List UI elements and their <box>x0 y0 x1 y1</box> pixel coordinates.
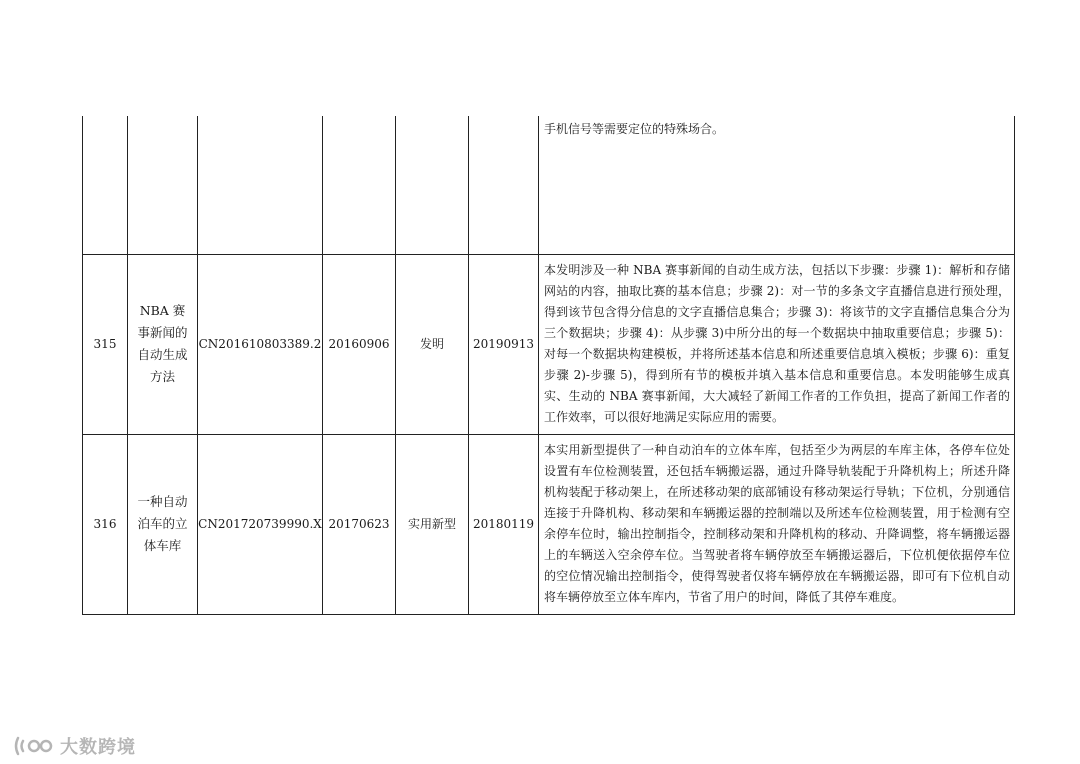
filing-date-cell: 20160906 <box>323 254 396 434</box>
filing-date-cell: 20170623 <box>323 434 396 614</box>
application-number-cell: CN201610803389.2 <box>198 254 323 434</box>
index-cell <box>83 116 128 254</box>
table-row <box>83 434 1015 614</box>
table-row-continued <box>83 116 1015 254</box>
watermark-text: 大数跨境 <box>60 737 136 758</box>
patent-table <box>82 116 1015 615</box>
name-cell <box>128 116 198 254</box>
grant-date-cell: 20190913 <box>469 254 539 434</box>
type-cell <box>396 116 469 254</box>
brand-logo-icon <box>14 735 54 757</box>
application-number-cell: CN201720739990.X <box>198 434 323 614</box>
description-cell: 本实用新型提供了一种自动泊车的立体车库，包括至少为两层的车库主体，各停车位处设置有车位检测装置，还包括车辆搬运器，通过升降导轨装配于升降机构上；所述升降机构装配于移动架上，在所述移动架的底部铺设有移动架运行导轨；下位机，分别通信连接于升降机构、移动架和车辆搬运器的控制端以及所述车位检测装置，用于检测有空余停车位时，输出控制指令，控制移动架和升降机构的移动、升降调整，将车辆搬运器上的车辆送入空余停车位。当驾驶者将车辆停放至车辆搬运器后，下位机便依据停车位的空位情况输出控制指令，使得驾驶者仅将车辆停放在车辆搬运器，即可有下位机自动将车辆停放至立体车库内，节省了用户的时间，降低了其停车难度。 <box>539 434 1015 614</box>
watermark <box>14 733 136 759</box>
grant-date-cell <box>469 116 539 254</box>
name-cell: 一种自动泊车的立体车库 <box>128 434 198 614</box>
type-cell: 实用新型 <box>396 434 469 614</box>
filing-date-cell <box>323 116 396 254</box>
table-row <box>83 254 1015 434</box>
description-cell: 本发明涉及一种 NBA 赛事新闻的自动生成方法，包括以下步骤：步骤 1)：解析和存储网站的内容，抽取比赛的基本信息；步骤 2)：对一节的多条文字直播信息进行预处理，得到该节包含得分信息的文字直播信息集合；步骤 3)：将该节的文字直播信息集合分为三个数据块；步骤 4)：从步骤 3)中所分出的每一个数据块中抽取重要信息；步骤 5)：对每一个数据块构建模板，并将所述基本信息和所述重要信息填入模板；步骤 6)：重复步骤 2)-步骤 5)，得到所有节的模板并填入基本信息和重要信息。本发明能够生成真实、生动的 NBA 赛事新闻，大大减轻了新闻工作者的工作负担，提高了新闻工作者的工作效率，可以很好地满足实际应用的需要。 <box>539 254 1015 434</box>
grant-date-cell: 20180119 <box>469 434 539 614</box>
application-number-cell <box>198 116 323 254</box>
index-cell: 315 <box>83 254 128 434</box>
index-cell: 316 <box>83 434 128 614</box>
name-cell: NBA 赛事新闻的自动生成方法 <box>128 254 198 434</box>
type-cell: 发明 <box>396 254 469 434</box>
description-cell: 手机信号等需要定位的特殊场合。 <box>539 116 1015 254</box>
